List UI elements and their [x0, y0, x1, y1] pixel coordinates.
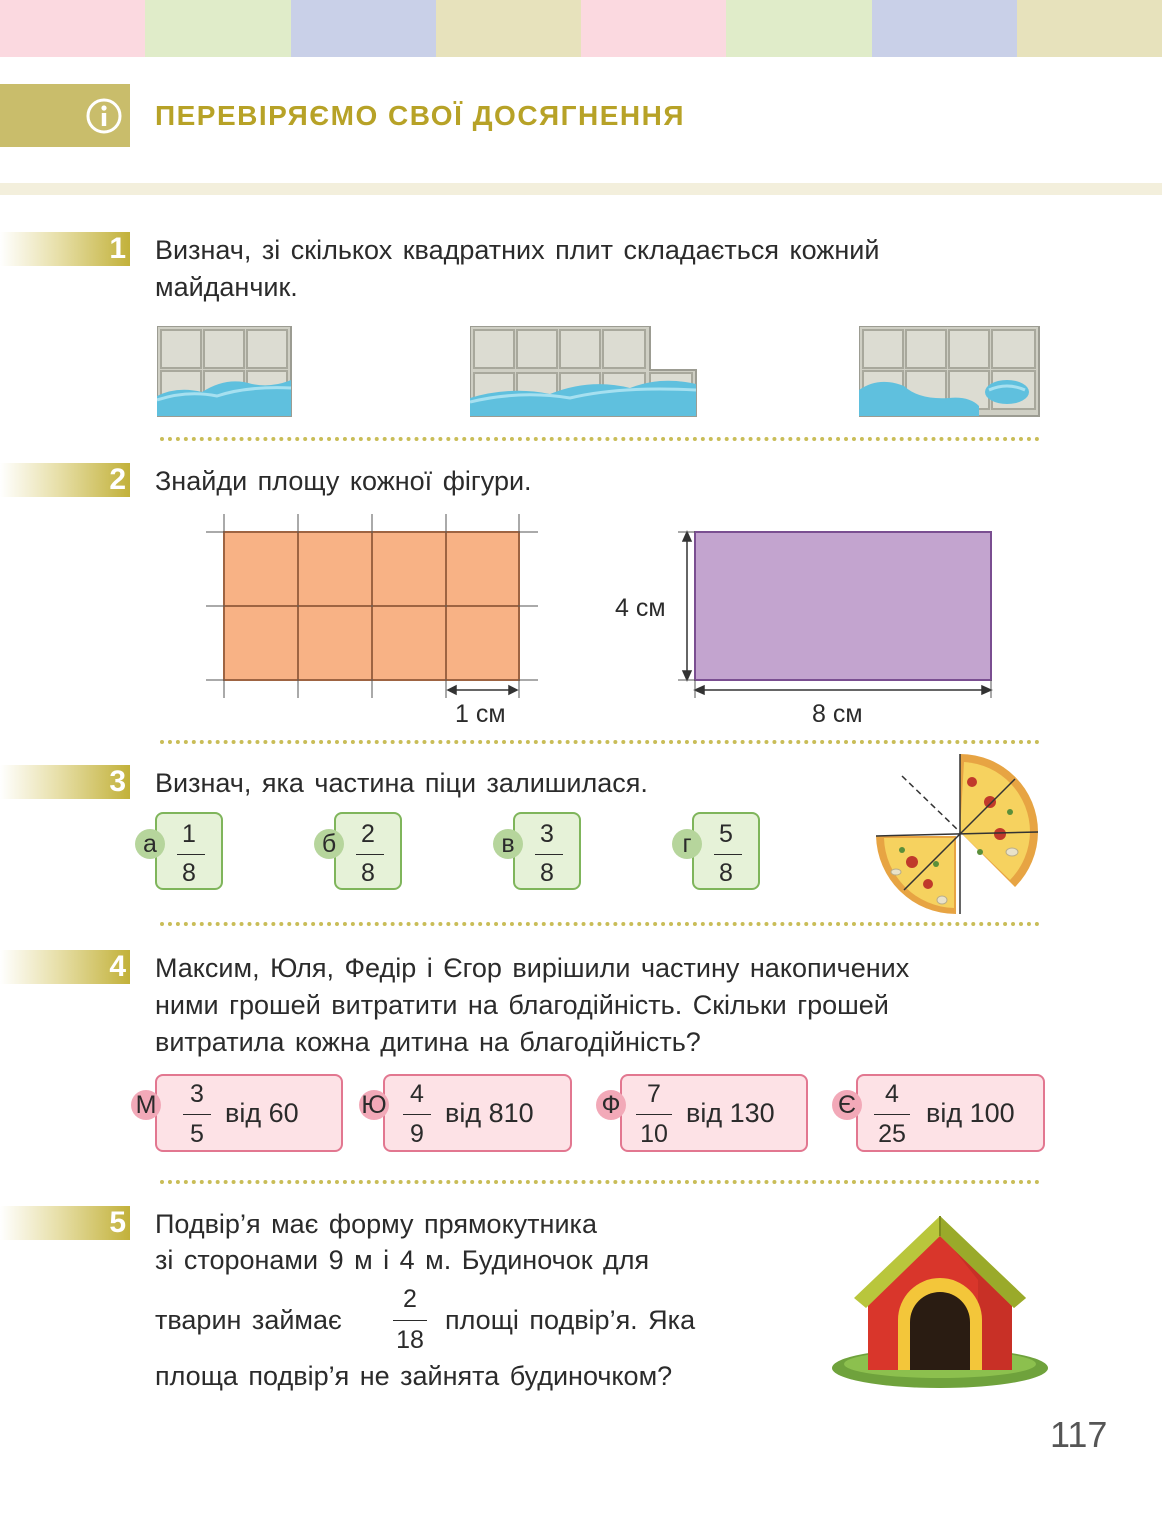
- strip-segment: [0, 0, 145, 57]
- dotted-divider: [160, 740, 1040, 744]
- task5-line-part: площі подвір’я. Яка: [445, 1305, 696, 1335]
- task5-line: площа подвір’я не зайнята будиночком?: [155, 1361, 673, 1391]
- dotted-divider: [160, 1180, 1040, 1184]
- header-divider: [0, 183, 1162, 195]
- option-text: від 810: [445, 1098, 534, 1128]
- task-number: 2: [109, 463, 126, 496]
- section-title: ПЕРЕВІРЯЄМО СВОЇ ДОСЯГНЕННЯ: [155, 100, 685, 131]
- fraction-numerator: 5: [719, 820, 733, 848]
- fraction-denominator: 5: [190, 1120, 204, 1148]
- fraction-denominator: 9: [410, 1120, 424, 1148]
- fraction-numerator: 2: [403, 1285, 417, 1313]
- strip-segment: [436, 0, 581, 57]
- fraction-denominator: 8: [719, 859, 733, 887]
- task4-line: ними грошей витратити на благодійність. Скільки грошей: [155, 990, 889, 1020]
- doghouse-picture: [828, 1210, 1050, 1390]
- option-letter-badge: Є: [832, 1090, 862, 1120]
- task2-text: Знайди площу кожної фігури.: [155, 466, 532, 496]
- width-label: 8 см: [812, 700, 863, 728]
- child-option-m[interactable]: [155, 1074, 343, 1152]
- option-letter-badge: а: [135, 829, 165, 859]
- task-number: 1: [109, 232, 126, 265]
- tiled-pool-picture: [157, 326, 293, 418]
- fraction-denominator: 8: [540, 859, 554, 887]
- strip-segment: [1017, 0, 1162, 57]
- fraction-bar: [356, 854, 384, 855]
- dotted-divider: [160, 437, 1040, 441]
- option-letter-badge: в: [493, 829, 523, 859]
- task-number: 4: [109, 950, 126, 983]
- fraction-bar: [183, 1114, 211, 1115]
- fraction-denominator: 25: [878, 1120, 906, 1148]
- option-letter-badge: г: [672, 829, 702, 859]
- pizza-picture: [872, 752, 1044, 920]
- height-label: 4 см: [615, 594, 666, 622]
- top-color-strip: [0, 0, 1162, 57]
- fraction-bar: [403, 1114, 431, 1115]
- task4-line: витратила кожна дитина на благодійність?: [155, 1027, 701, 1057]
- strip-segment: [581, 0, 726, 57]
- fraction-denominator: 10: [640, 1120, 668, 1148]
- grid-unit-label: 1 см: [455, 700, 506, 728]
- fraction-numerator: 4: [410, 1080, 424, 1108]
- fraction-bar: [874, 1114, 910, 1115]
- info-icon: [86, 98, 122, 134]
- task-number: 5: [109, 1206, 126, 1239]
- fraction-numerator: 2: [361, 820, 375, 848]
- option-letter-badge: М: [131, 1090, 161, 1120]
- fraction-numerator: 7: [647, 1080, 661, 1108]
- option-text: від 100: [926, 1098, 1015, 1128]
- task1-line: Визнач, зі скількох квадратних плит складається кожний: [155, 235, 880, 265]
- task4-text: [155, 950, 909, 1061]
- strip-segment: [872, 0, 1017, 57]
- tiled-pool-picture: [470, 326, 698, 418]
- strip-segment: [726, 0, 871, 57]
- child-option-yu[interactable]: [383, 1074, 572, 1152]
- answer-option-b[interactable]: [334, 812, 402, 890]
- answer-option-a[interactable]: [155, 812, 223, 890]
- option-letter-badge: Ю: [359, 1090, 389, 1120]
- grid-rectangle-figure: [200, 510, 550, 700]
- tiled-pool-picture: [859, 326, 1041, 418]
- fraction-bar: [393, 1320, 427, 1321]
- task-number-bar: [0, 232, 130, 266]
- fraction-bar: [177, 854, 205, 855]
- purple-rectangle-figure: [676, 524, 998, 700]
- child-option-f[interactable]: [620, 1074, 808, 1152]
- strip-segment: [291, 0, 436, 57]
- fraction-numerator: 1: [182, 820, 196, 848]
- task-number: 3: [109, 765, 126, 798]
- strip-segment: [145, 0, 290, 57]
- fraction-bar: [714, 854, 742, 855]
- task4-line: Максим, Юля, Федір і Єгор вирішили частину накопичених: [155, 953, 910, 983]
- task3-text: Визнач, яка частина піци залишилася.: [155, 768, 648, 798]
- answer-option-c[interactable]: [513, 812, 581, 890]
- task5-line-part: тварин займає: [155, 1305, 342, 1335]
- task-number-bar: [0, 463, 130, 497]
- answer-option-d[interactable]: [692, 812, 760, 890]
- task1-text: [155, 232, 879, 306]
- task-number-bar: [0, 765, 130, 799]
- fraction-numerator: 3: [540, 820, 554, 848]
- task1-line: майданчик.: [155, 272, 298, 302]
- task-number-bar: [0, 950, 130, 984]
- fraction-bar: [535, 854, 563, 855]
- fraction-denominator: 8: [182, 859, 196, 887]
- child-option-ye[interactable]: [856, 1074, 1045, 1152]
- fraction-denominator: 8: [361, 859, 375, 887]
- page-number: 117: [1050, 1414, 1108, 1455]
- fraction-denominator: 18: [396, 1326, 424, 1354]
- task-number-bar: [0, 1206, 130, 1240]
- task5-line: Подвір’я має форму прямокутника: [155, 1209, 597, 1239]
- option-text: від 60: [225, 1098, 299, 1128]
- option-text: від 130: [686, 1098, 775, 1128]
- fraction-numerator: 3: [190, 1080, 204, 1108]
- task5-line: зі сторонами 9 м і 4 м. Будиночок для: [155, 1245, 650, 1275]
- option-letter-badge: Ф: [596, 1090, 626, 1120]
- fraction-numerator: 4: [885, 1080, 899, 1108]
- option-letter-badge: б: [314, 829, 344, 859]
- fraction-bar: [636, 1114, 672, 1115]
- dotted-divider: [160, 922, 1040, 926]
